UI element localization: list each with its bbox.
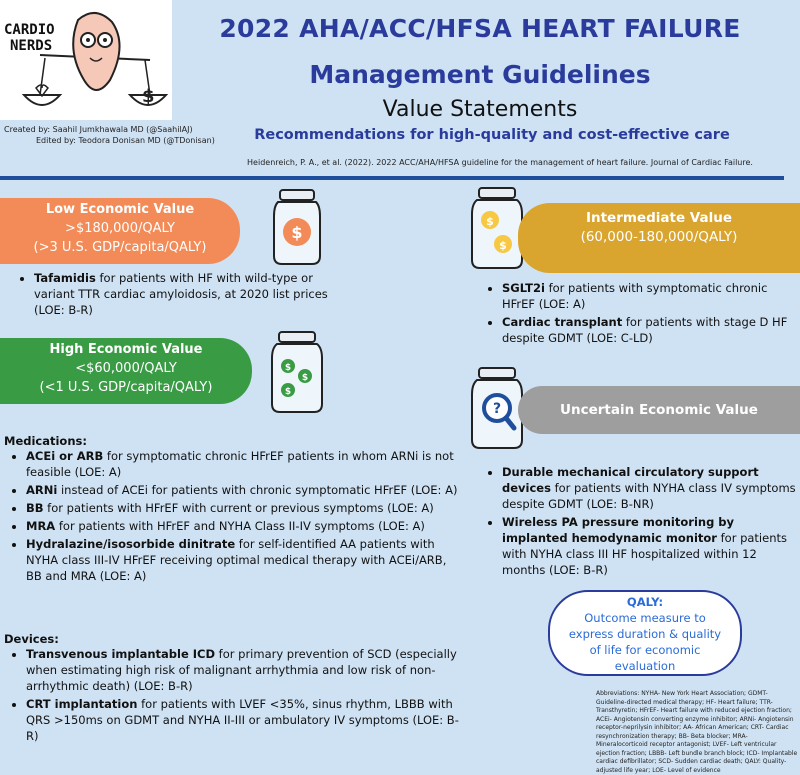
medication-item-text: for patients with HFrEF with current or previous symptoms (LOE: A): [43, 501, 434, 515]
svg-text:$: $: [284, 363, 292, 373]
cardionerds-logo: [0, 0, 172, 120]
uncertain-value-item: [502, 514, 796, 578]
page-title-line1: 2022 AHA/ACC/HFSA HEART FAILURE: [219, 14, 741, 43]
medication-item-text: for self-identified AA patients with NYHA class III-IV HFrEF receiving optimal medical therapy with ACEi/ARB, BB and MRA (LOE: A): [26, 537, 447, 583]
abbreviations: Abbreviations: NYHA- New York Heart Association; GDMT- Guideline-directed medical therapy; HF- Heart failure; TTR- Transthyretin; HFrEF- Heart failure with reduced ejection fraction; ACEi- Angiotensin converting enzyme inhibitor; ARNi- Angiotensin receptor-neprilysin inhibitor; AA- African American; CRT- Cardiac resynchronization therapy; BB- Beta blocker; MRA- Mineralocorticoid receptor antagonist; LVEF- Left ventricular ejection fraction; LBBB- Left bundle branch block; ICD- Implantable cardiac defibrillator; SCD- Sudden cardiac death; QALY: Quality-adjusted life year; LOE- Level of evidence: [596, 690, 798, 774]
uncertain-value-badge: [518, 386, 800, 434]
citation: Heidenreich, P. A., et al. (2022). 2022 ACC/AHA/HFSA guideline for the management of heart failure. Journal of Cardiac Failure.: [247, 158, 753, 167]
intermediate-value-item-text: for patients with symptomatic chronic HFrEF (LOE: A): [502, 281, 768, 311]
medications-heading: Medications:: [4, 434, 87, 448]
medication-item-bold: MRA: [26, 519, 56, 533]
high-value-title: High Economic Value: [49, 342, 203, 357]
svg-text:$: $: [486, 215, 494, 228]
svg-text:$: $: [301, 373, 309, 383]
low-value-badge: [0, 198, 240, 264]
uncertain-value-title: Uncertain Economic Value: [560, 402, 758, 418]
medication-item-text: for symptomatic chronic HFrEF patients in whom ARNi is not feasible (LOE: A): [26, 449, 454, 479]
medication-item: [26, 518, 460, 534]
intermediate-value-item-text: for patients with stage D HF despite GDMT (LOE: C-LD): [502, 315, 788, 345]
high-value-badge: [0, 338, 252, 404]
medication-item: [26, 482, 460, 498]
low-value-item-bold: Tafamidis: [34, 271, 96, 285]
medication-item: [26, 448, 460, 480]
page-subtitle: Value Statements: [382, 97, 578, 122]
uncertain-value-item-bold: Wireless PA pressure monitoring by implanted hemodynamic monitor: [502, 515, 735, 545]
edited-by: Edited by: Teodora Donisan MD (@TDonisan): [36, 136, 215, 145]
high-value-line2: (<1 U.S. GDP/capita/QALY): [39, 380, 213, 395]
intermediate-value-item: [502, 280, 796, 312]
devices-section: [4, 632, 460, 746]
low-value-item: [34, 270, 352, 318]
device-item-bold: Transvenous implantable ICD: [26, 647, 216, 661]
logo-illustration: [0, 0, 172, 120]
svg-text:$: $: [142, 86, 155, 107]
medication-item-bold: Hydralazine/isosorbide dinitrate: [26, 537, 236, 551]
uncertain-value-item: [502, 464, 796, 512]
low-value-line2: (>3 U.S. GDP/capita/QALY): [33, 240, 207, 255]
logo-text-bottom: NERDS: [10, 38, 53, 54]
medication-item: [26, 500, 460, 516]
intermediate-value-title: Intermediate Value: [585, 210, 733, 226]
medication-item-bold: ARNi: [26, 483, 58, 497]
devices-heading: Devices:: [4, 632, 59, 646]
intermediate-value-badge: [518, 203, 800, 273]
intermediate-value-item-bold: SGLT2i: [502, 281, 545, 295]
device-item: [26, 646, 460, 694]
intermediate-value-item-bold: Cardiac transplant: [502, 315, 623, 329]
low-value-line1: >$180,000/QALY: [65, 221, 175, 236]
created-by: Created by: Saahil Jumkhawala MD (@SaahilAJ): [4, 125, 193, 134]
medication-item-bold: ACEi or ARB: [26, 449, 104, 463]
uncertain-value-item-text: for patients with NYHA class IV symptoms despite GDMT (LOE: B-NR): [502, 481, 796, 511]
medication-item: [26, 536, 460, 584]
header-divider: [0, 176, 784, 180]
medication-item-text: instead of ACEi for patients with chronic symptomatic HFrEF (LOE: A): [57, 483, 458, 497]
qaly-text: Outcome measure to express duration & quality of life for economic evaluation: [568, 611, 722, 673]
jar-one-coin-icon: [270, 188, 324, 266]
medications-section: [4, 434, 460, 586]
qaly-definition-bubble: [548, 590, 742, 676]
device-item: [26, 696, 460, 744]
low-value-list: [12, 270, 352, 320]
device-item-bold: CRT implantation: [26, 697, 138, 711]
intermediate-value-line1: (60,000-180,000/QALY): [580, 229, 738, 245]
page-title-line2: Management Guidelines: [309, 60, 651, 89]
high-value-line1: <$60,000/QALY: [75, 361, 177, 376]
logo-text-top: CARDIO: [4, 22, 55, 38]
uncertain-value-item-bold: Durable mechanical circulatory support devices: [502, 465, 759, 495]
medication-item-text: for patients with HFrEF and NYHA Class II-IV symptoms (LOE: A): [55, 519, 425, 533]
qaly-title: QALY:: [626, 595, 664, 609]
svg-text:$: $: [291, 223, 303, 242]
tagline: Recommendations for high-quality and cost-effective care: [254, 127, 730, 143]
low-value-item-text: for patients with HF with wild-type or variant TTR cardiac amyloidosis, at 2020 list prices (LOE: B-R): [34, 271, 328, 317]
device-item-text: for patients with LVEF <35%, sinus rhythm, LBBB with QRS >150ms on GDMT and NYHA II-III or ambulatory IV symptoms (LOE: B-R): [26, 697, 459, 743]
svg-text:$: $: [284, 387, 292, 397]
jar-many-coins-icon: [268, 330, 326, 414]
uncertain-value-list: [480, 464, 796, 580]
credits: [4, 124, 215, 146]
low-value-title: Low Economic Value: [45, 202, 195, 217]
device-item-text: for primary prevention of SCD (especially when estimating high risk of malignant arrhythmia and low risk of non-arrhythmic death) (LOE: B-R): [26, 647, 457, 693]
intermediate-value-item: [502, 314, 796, 346]
intermediate-value-list: [480, 280, 796, 348]
medication-item-bold: BB: [26, 501, 44, 515]
svg-text:$: $: [499, 239, 507, 252]
uncertain-value-item-text: for patients with NYHA class III HF hospitalized within 12 months (LOE: B-R): [502, 531, 787, 577]
svg-text:?: ?: [492, 401, 502, 417]
